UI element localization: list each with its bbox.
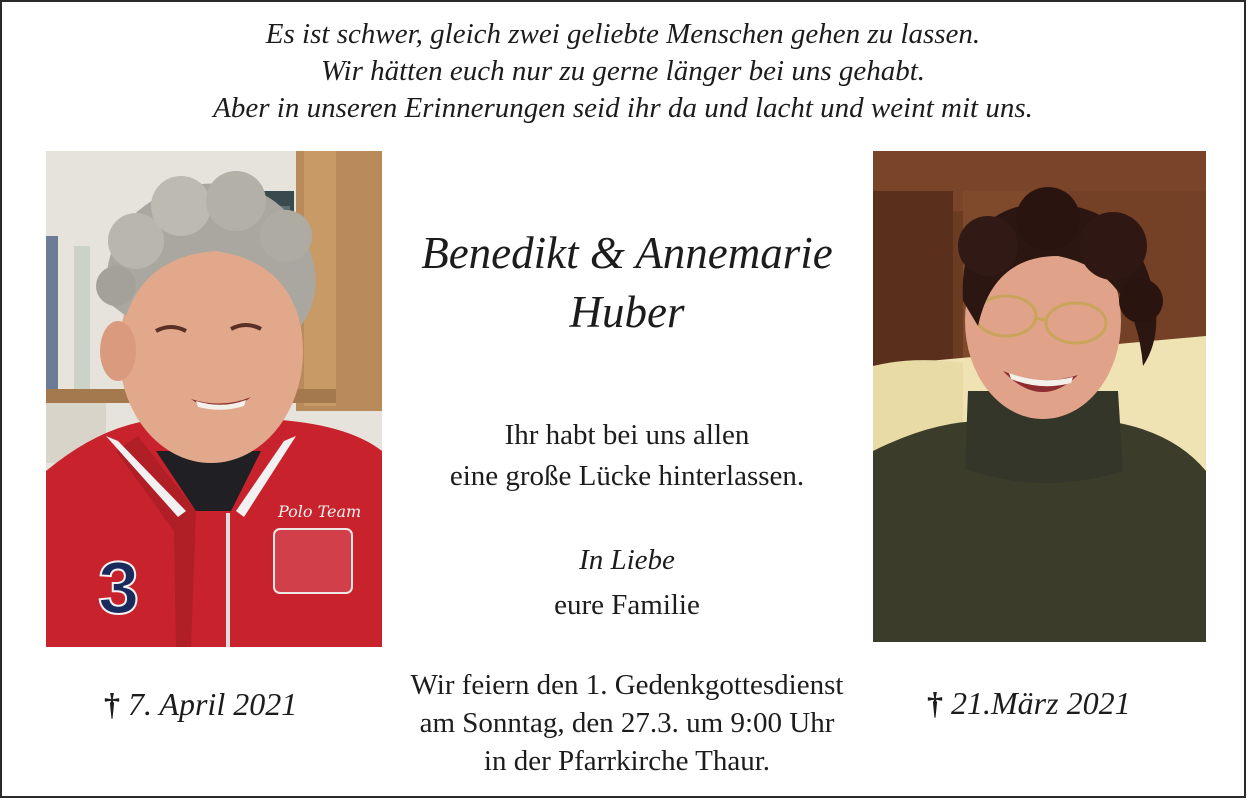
cross-icon: † [927,685,943,721]
message-line-1: Ihr habt bei uns allen [504,419,750,451]
signoff-line-2: eure Familie [554,589,700,621]
motto-line-3: Aber in unseren Erinnerungen seid ihr da und lacht und weint mit uns. [213,92,1033,124]
cross-icon: † [104,686,120,722]
names-surname: Huber [569,287,685,337]
portrait-benedikt-image [46,151,382,647]
date-annemarie [927,683,1131,723]
jacket-text: Polo Team [278,502,362,521]
portrait-annemarie [873,151,1206,642]
names-first: Benedikt & Annemarie [421,228,833,278]
service-line-3: in der Pfarrkirche Thaur. [483,745,771,777]
portrait-annemarie-image [873,151,1206,642]
date-benedikt [104,684,297,724]
jacket-number: 3 [98,546,140,629]
portrait-benedikt [46,151,382,647]
service-line-2: am Sonntag, den 27.3. um 9:00 Uhr [419,707,835,739]
motto-line-1: Es ist schwer, gleich zwei geliebte Menschen gehen zu lassen. [265,18,981,50]
motto-line-2: Wir hätten euch nur zu gerne länger bei uns gehabt. [320,55,926,87]
date-annemarie-text: 21.März 2021 [951,685,1131,721]
message-line-2: eine große Lücke hinterlassen. [449,460,805,492]
date-benedikt-text: 7. April 2021 [128,686,298,722]
motto [2,16,1244,127]
signoff-line-1: In Liebe [579,544,675,576]
service-line-1: Wir feiern den 1. Gedenkgottesdienst [410,669,844,701]
